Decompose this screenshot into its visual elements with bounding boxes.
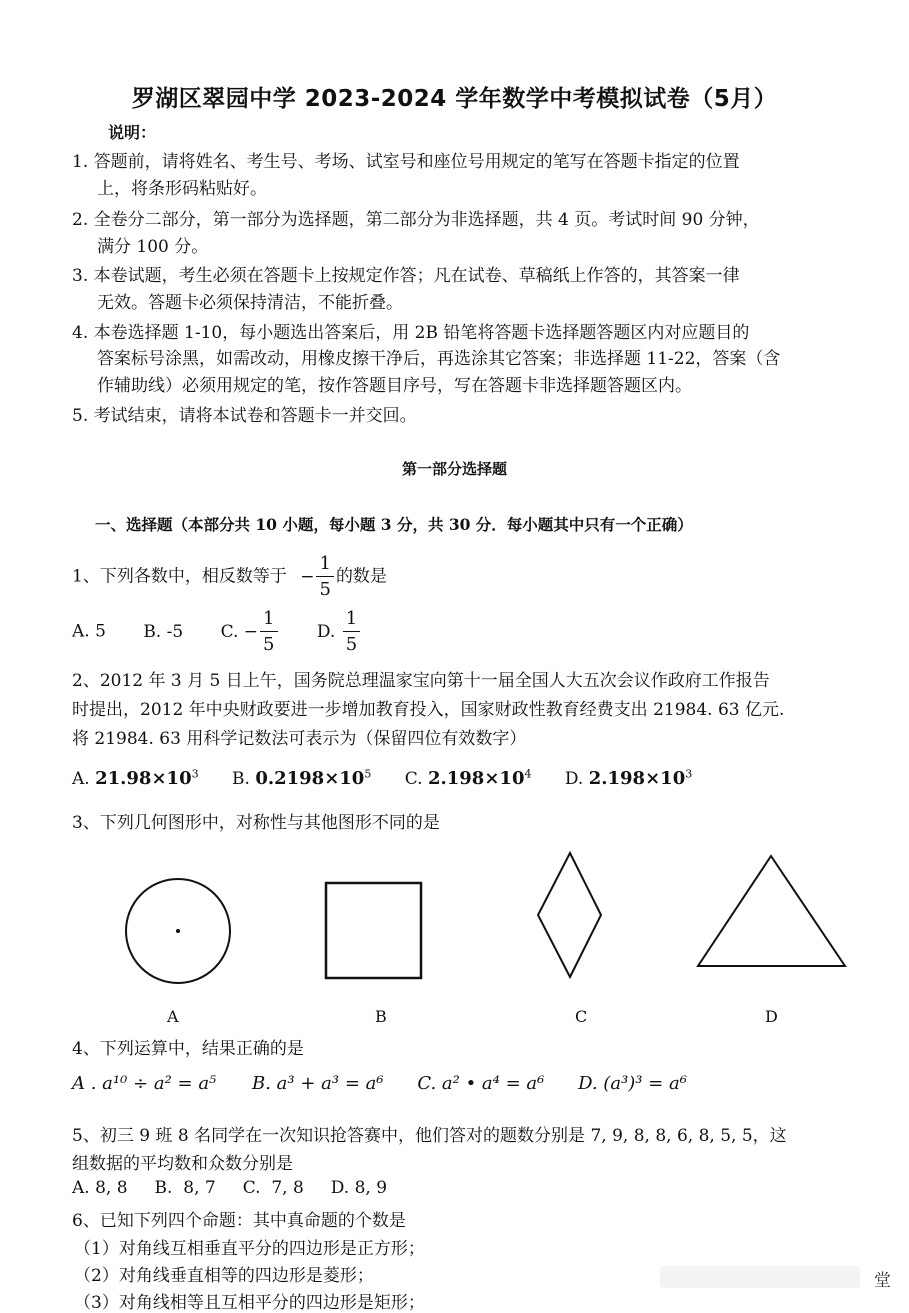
square-figure <box>326 883 421 978</box>
q2-line: 时提出，2012 年中央财政要进一步增加教育投入，国家财政性教育经费支出 21984. 63 亿元. <box>72 700 785 720</box>
figure-label-a: A <box>167 1007 179 1026</box>
option-label: D. <box>564 768 584 789</box>
q1-option-d-prefix: D. <box>316 621 341 642</box>
exponent: 3 <box>685 767 693 780</box>
fraction-denominator: 5 <box>319 579 331 600</box>
instruction-line: 1. 答题前，请将姓名、考生号、考场、试室号和座位号用规定的笔写在答题卡指定的位置 <box>72 152 740 172</box>
page-title: 罗湖区翠园中学 2023-2024 学年数学中考模拟试卷（5月） <box>131 86 778 112</box>
fraction-numerator: 1 <box>260 610 277 632</box>
q1-tail: 的数是 <box>335 566 387 587</box>
figure-label-d: D <box>765 1007 778 1026</box>
instruction-line: 2. 全卷分二部分，第一部分为选择题，第二部分为非选择题，共 4 页。考试时间 90 分钟， <box>72 210 760 230</box>
rhombus-figure <box>538 853 601 977</box>
q6-item: （3）对角线相等且互相平分的四边形是矩形； <box>74 1293 425 1313</box>
q4-stem: 4、下列运算中，结果正确的是 <box>72 1039 304 1059</box>
q6-item: （2）对角线垂直相等的四边形是菱形； <box>74 1266 374 1286</box>
fraction-numerator: 1 <box>343 610 360 632</box>
option-value: 0.2198×10 <box>255 767 365 789</box>
circle-center-dot <box>176 929 180 933</box>
instruction-line: 满分 100 分。 <box>97 237 209 257</box>
fraction-denominator: 5 <box>345 634 358 655</box>
option-value: 21.98×10 <box>95 767 192 789</box>
q2-line: 将 21984. 63 用科学记数法可表示为（保留四位有效数字） <box>72 729 527 749</box>
option-value: 2.198×10 <box>588 767 686 789</box>
instruction-line: 3. 本卷试题，考生必须在答题卡上按规定作答；凡在试卷、草稿纸上作答的，其答案一律 <box>72 266 740 286</box>
section1-title: 一、选择题（本部分共 10 小题，每小题 3 分，共 30 分．每小题其中只有一个正确） <box>95 515 693 534</box>
fraction-numerator: 1 <box>316 555 333 577</box>
instruction-line: 无效。答题卡必须保持清洁，不能折叠。 <box>97 293 403 313</box>
q4-option-c: C. a² • a⁴ = a⁶ <box>417 1073 545 1094</box>
exponent: 3 <box>191 767 199 780</box>
q4-options <box>72 1073 687 1094</box>
overlay-bar <box>660 1266 860 1288</box>
instruction-line: 作辅助线）必须用规定的笔，按作答题目序号，写在答题卡非选择题答题区内。 <box>97 376 692 396</box>
q1-option-c-prefix: C. − <box>220 621 259 642</box>
q1-option-b: B. -5 <box>143 621 184 642</box>
corner-glyph: 堂 <box>874 1271 891 1291</box>
instruction-line: 答案标号涂黑，如需改动，用橡皮擦干净后，再选涂其它答案；非选择题 11-22，答案（含 <box>97 349 781 369</box>
figure-label-c: C <box>575 1007 588 1026</box>
q3-stem: 3、下列几何图形中，对称性与其他图形不同的是 <box>72 813 440 833</box>
exponent: 5 <box>364 767 372 780</box>
option-label: A. <box>72 768 90 789</box>
figure-label-b: B <box>375 1007 387 1026</box>
instruction-line: 5. 考试结束，请将本试卷和答题卡一并交回。 <box>72 406 417 426</box>
option-value: 2.198×10 <box>427 767 525 789</box>
q4-option-b: B. a³ + a³ = a⁶ <box>252 1073 384 1094</box>
q1-option-a: A. 5 <box>72 621 106 642</box>
q5-line: 5、初三 9 班 8 名同学在一次知识抢答赛中，他们答对的题数分别是 7, 9, 8, 8, 6, 8, 5, 5，这 <box>72 1126 787 1146</box>
q5-options: A. 8, 8 B. 8, 7 C. 7, 8 D. 8, 9 <box>72 1178 388 1198</box>
instruction-line: 4. 本卷选择题 1-10，每小题选出答案后，用 2B 铅笔将答题卡选择题答题区内对应题目的 <box>72 323 750 343</box>
exponent: 4 <box>524 767 532 780</box>
q5-line: 组数据的平均数和众数分别是 <box>72 1154 293 1174</box>
q6-stem: 6、已知下列四个命题：其中真命题的个数是 <box>72 1211 406 1231</box>
q1-stem: 1、下列各数中，相反数等于 <box>72 566 287 587</box>
part1-title: 第一部分选择题 <box>401 460 507 478</box>
q2-line: 2、2012 年 3 月 5 日上午，国务院总理温家宝向第十一届全国人大五次会议作政府工作报告 <box>72 671 770 691</box>
triangle-figure <box>698 856 845 966</box>
option-label: C. <box>404 768 423 789</box>
instructions-heading: 说明： <box>108 123 157 142</box>
q1-neg: − <box>300 566 315 587</box>
fraction-denominator: 5 <box>263 634 275 655</box>
instruction-line: 上，将条形码粘贴好。 <box>97 179 267 199</box>
q4-option-a: A . a¹⁰ ÷ a² = a⁵ <box>72 1073 217 1094</box>
option-label: B. <box>232 768 250 789</box>
q6-item: （1）对角线互相垂直平分的四边形是正方形； <box>74 1239 425 1259</box>
q4-option-d: D. (a³)³ = a⁶ <box>578 1073 687 1094</box>
